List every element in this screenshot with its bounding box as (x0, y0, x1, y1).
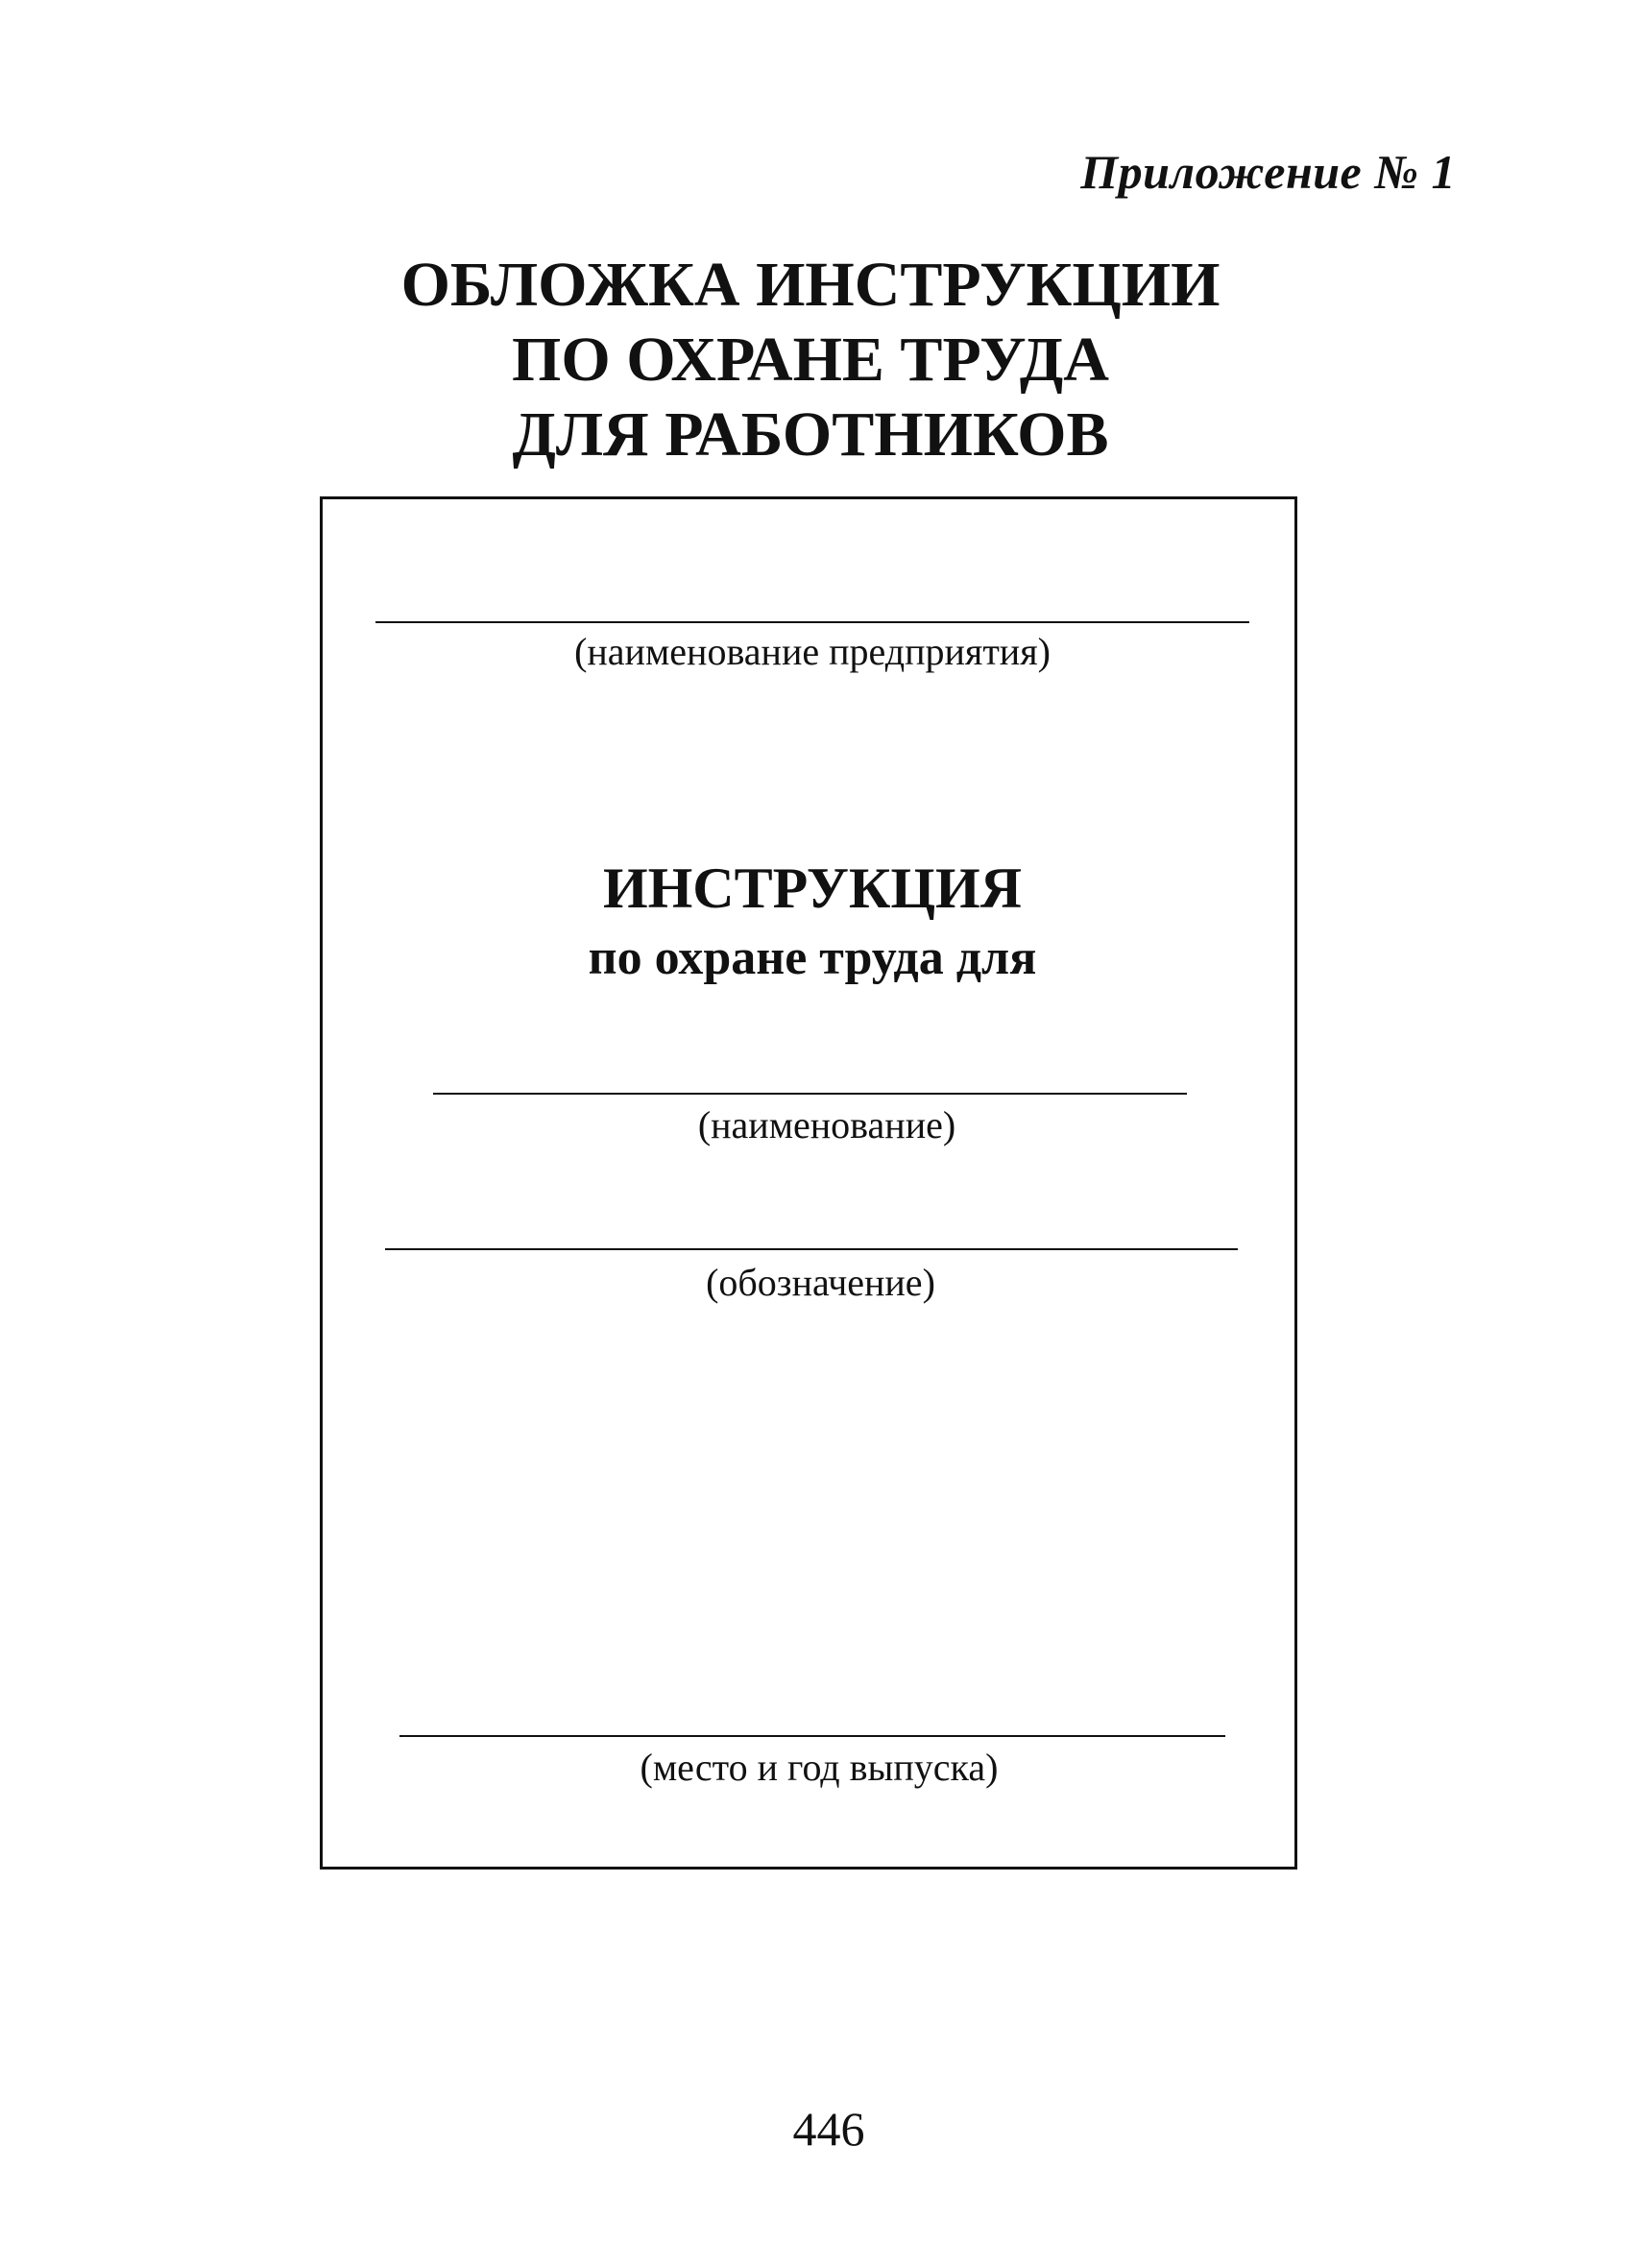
place-year-caption: (место и год выпуска) (640, 1746, 999, 1789)
enterprise-name-line (375, 621, 1249, 623)
cover-frame (320, 496, 1297, 1870)
appendix-label: Приложение № 1 (1080, 145, 1456, 199)
page-number: 446 (792, 2102, 865, 2156)
page-title (0, 248, 1644, 472)
instruction-subheading: по охране труда для (588, 930, 1037, 985)
enterprise-name-caption: (наименование предприятия) (574, 630, 1051, 673)
designation-caption: (обозначение) (706, 1261, 935, 1304)
instruction-name-caption: (наименование) (697, 1103, 956, 1146)
instruction-heading: ИНСТРУКЦИЯ (602, 857, 1023, 920)
designation-line (385, 1248, 1238, 1250)
page-title-line-2: ПО ОХРАНЕ ТРУДА (512, 325, 1109, 395)
instruction-name-line (433, 1093, 1187, 1095)
page-title-line-3: ДЛЯ РАБОТНИКОВ (512, 399, 1109, 470)
page-title-line-1: ОБЛОЖКА ИНСТРУКЦИИ (400, 250, 1221, 320)
place-year-line (399, 1735, 1225, 1737)
